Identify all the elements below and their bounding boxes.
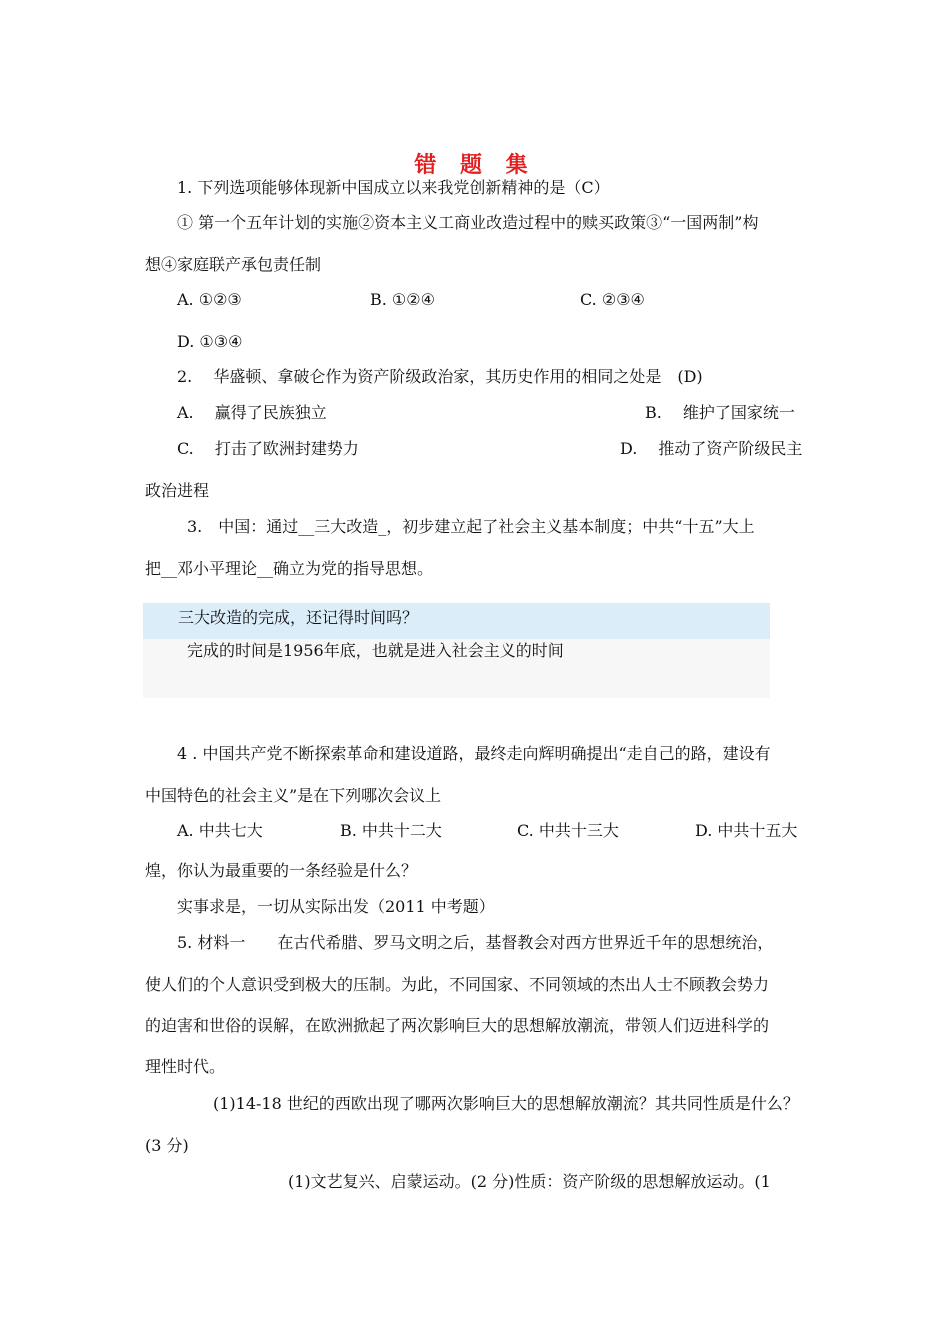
q1-option-c: C. ②③④ [580,290,645,309]
q1-option-a: A. ①②③ [177,290,242,309]
q4-option-d: D. 中共十五大 [695,821,798,840]
q5-line2: 使人们的个人意识受到极大的压制。为此，不同国家、不同领域的杰出人士不顾教会势力 [145,975,770,994]
q2-option-d: D. 推动了资产阶级民主 [620,439,803,458]
q4-line2: 中国特色的社会主义”是在下列哪次会议上 [145,786,442,805]
note-box [143,603,770,698]
q2-option-d-cont: 政治进程 [145,481,210,500]
q1-stem: 1. 下列选项能够体现新中国成立以来我党创新精神的是（C） [177,178,610,197]
q5-line1: 5. 材料一 在古代希腊、罗马文明之后，基督教会对西方世界近千年的思想统治， [177,933,774,952]
note-answer: 完成的时间是1956年底，也就是进入社会主义的时间 [187,641,564,660]
page-title: 错 题 集 [414,153,536,178]
q4-line1: 4 . 中国共产党不断探索革命和建设道路，最终走向辉明确提出“走自己的路，建设有 [177,744,771,763]
q5-answer1: (1)文艺复兴、启蒙运动。(2 分)性质：资产阶级的思想解放运动。(1 [288,1172,771,1191]
q3-line1: 3. 中国：通过__三大改造_，初步建立起了社会主义基本制度；中共“十五”大上 [187,517,755,536]
q2-stem: 2. 华盛顿、拿破仑作为资产阶级政治家，其历史作用的相同之处是 (D) [177,367,703,386]
q5-sub1-score: (3 分) [145,1136,189,1155]
q1-text-line1: ① 第一个五年计划的实施②资本主义工商业改造过程中的赎买政策③“一国两制”构 [177,213,759,232]
q2-option-c: C. 打击了欧洲封建势力 [177,439,359,458]
q4-option-c: C. 中共十三大 [517,821,619,840]
q5-line3: 的迫害和世俗的误解，在欧洲掀起了两次影响巨大的思想解放潮流，带领人们迈进科学的 [145,1016,770,1035]
q5-sub1: (1)14-18 世纪的西欧出现了哪两次影响巨大的思想解放潮流？其共同性质是什么？ [213,1094,799,1113]
q1-text-line2: 想④家庭联产承包责任制 [145,255,322,274]
q2-option-b: B. 维护了国家统一 [645,403,795,422]
q4-answer: 实事求是，一切从实际出发（2011 中考题） [177,897,495,916]
note-question: 三大改造的完成，还记得时间吗？ [178,608,419,627]
q4-option-b: B. 中共十二大 [340,821,442,840]
q3-line2: 把__邓小平理论__确立为党的指导思想。 [145,559,434,578]
q1-option-b: B. ①②④ [370,290,435,309]
q4-option-a: A. 中共七大 [177,821,263,840]
q2-option-a: A. 赢得了民族独立 [177,403,327,422]
q5-line4: 理性时代。 [145,1057,226,1076]
q4-extra-line: 煌，你认为最重要的一条经验是什么？ [145,861,418,880]
q1-option-d: D. ①③④ [177,332,243,351]
